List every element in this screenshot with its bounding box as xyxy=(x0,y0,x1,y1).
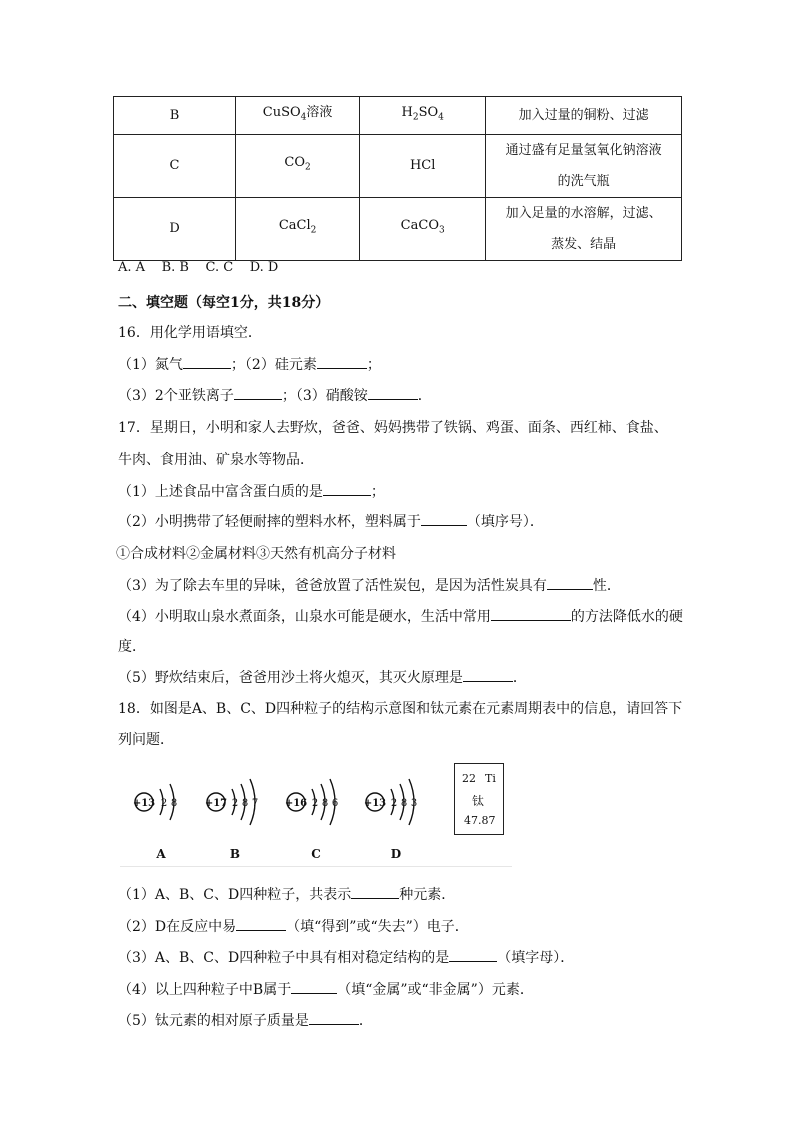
text: （5）钛元素的相对原子质量是 xyxy=(118,1013,309,1029)
text: （填“得到”或“失去”）电子． xyxy=(286,919,469,935)
question-17-part-2 xyxy=(118,511,544,531)
text: ． xyxy=(358,1013,373,1029)
table-cell: CaCl$_2$ xyxy=(236,197,360,260)
table-cell: $H_2SO_4$ xyxy=(360,97,486,135)
table-cell xyxy=(486,197,682,260)
answer-blank[interactable] xyxy=(309,1010,359,1025)
text: （3）2个亚铁离子 xyxy=(118,388,234,404)
text: （1）氮气 xyxy=(118,357,183,373)
shell-electrons: 2 xyxy=(390,798,398,809)
diagram-divider xyxy=(120,866,512,867)
atom-label: A xyxy=(156,847,166,861)
atom-diagram-b xyxy=(205,779,258,861)
question-18-part-2 xyxy=(118,916,469,936)
answer-options-table xyxy=(113,96,682,261)
text: 种元素． xyxy=(399,887,456,903)
text: ；（3）硝酸铵 xyxy=(281,388,368,404)
cell-line: 加入过量的铜粉、过滤 xyxy=(518,107,649,123)
atomic-mass: 47.87 xyxy=(464,814,496,827)
cell-line: 通过盛有足量氢氧化钠溶液 xyxy=(505,142,662,158)
text: （5）野炊结束后，爸爸用沙土将火熄灭，其灭火原理是 xyxy=(118,670,463,686)
shell-electrons: 2 xyxy=(311,798,319,809)
table-cell: CuSO$_4$溶液 xyxy=(236,97,360,135)
nucleus-charge: +17 xyxy=(204,798,228,809)
table-cell: HCl xyxy=(360,134,486,197)
table-cell xyxy=(486,97,682,135)
answer-blank[interactable] xyxy=(449,947,497,962)
shell-electrons: 8 xyxy=(400,798,408,809)
question-17-part-1 xyxy=(118,481,385,501)
answer-blank[interactable] xyxy=(491,606,571,621)
text: ． xyxy=(512,670,527,686)
atom-label: B xyxy=(229,847,241,861)
text: 的方法降低水的硬 xyxy=(570,609,683,625)
question-18-part-5 xyxy=(118,1010,373,1030)
answer-blank[interactable] xyxy=(463,667,513,682)
answer-blank[interactable] xyxy=(317,354,367,369)
text: （填字母）． xyxy=(497,950,575,966)
answer-blank[interactable] xyxy=(234,385,282,400)
text: ． xyxy=(417,388,432,404)
atom-diagram-d xyxy=(364,779,417,861)
text: ； xyxy=(366,357,381,373)
shell-electrons: 2 xyxy=(231,798,239,809)
section-title: 二、填空题（每空1分，共18分） xyxy=(118,295,330,311)
titanium-element-tile xyxy=(454,763,504,835)
text: （4）以上四种粒子中B属于 xyxy=(118,982,292,998)
question-18-part-3 xyxy=(118,947,574,967)
table-cell: $CO_2$ xyxy=(236,134,360,197)
shell-electrons: 8 xyxy=(241,798,249,809)
table-cell: CaCO$_3$ xyxy=(360,197,486,260)
answer-blank[interactable] xyxy=(351,884,399,899)
shell-electrons: 7 xyxy=(251,798,259,809)
text: （3）为了除去车里的异味，爸爸放置了活性炭包，是因为活性炭具有 xyxy=(118,578,547,594)
question-17-options: ①合成材料②金属材料③天然有机高分子材料 xyxy=(116,546,396,562)
nucleus-charge: +13 xyxy=(132,798,156,809)
answer-blank[interactable] xyxy=(291,979,337,994)
text: （填“金属”或“非金属”）元素． xyxy=(337,982,534,998)
question-16-stem: 16．用化学用语填空． xyxy=(118,325,262,341)
shell-electrons: 8 xyxy=(321,798,329,809)
answer-blank[interactable] xyxy=(547,575,593,590)
text: ； xyxy=(370,484,385,500)
text: （3）A、B、C、D四种粒子中具有相对稳定结构的是 xyxy=(118,950,450,966)
question-17-part-5 xyxy=(118,667,527,687)
shell-electrons: 2 xyxy=(160,798,168,809)
question-17-part-4-cont: 度． xyxy=(118,639,146,655)
shell-electrons: 6 xyxy=(331,798,339,809)
table-cell: D xyxy=(114,197,236,260)
table-cell: C xyxy=(114,134,236,197)
question-17-part-3 xyxy=(118,575,621,595)
answer-blank[interactable] xyxy=(323,481,371,496)
text: ；（2）硅元素 xyxy=(230,357,317,373)
question-18-part-4 xyxy=(118,979,534,999)
answer-blank[interactable] xyxy=(183,354,231,369)
text: （1）上述食品中富含蛋白质的是 xyxy=(118,484,323,500)
table-cell: B xyxy=(114,97,236,135)
question-17-stem-1: 17．星期日，小明和家人去野炊，爸爸、妈妈携带了铁锅、鸡蛋、面条、西红柿、食盐、 xyxy=(118,420,668,436)
atom-label: D xyxy=(390,847,402,861)
question-17-part-4 xyxy=(118,606,683,626)
question-18-stem-2: 列问题． xyxy=(118,732,174,748)
element-symbol: Ti xyxy=(485,772,496,785)
cell-line: 加入足量的水溶解，过滤、 xyxy=(505,205,662,221)
shell-electrons: 8 xyxy=(170,798,178,809)
text: （填序号）． xyxy=(466,514,544,530)
atom-label: C xyxy=(311,847,321,861)
answer-blank[interactable] xyxy=(368,385,418,400)
element-name: 钛 xyxy=(472,794,485,808)
question-18-stem-1: 18．如图是A、B、C、D四种粒子的结构示意图和钛元素在元素周期表中的信息，请回答下 xyxy=(118,701,683,717)
answer-blank[interactable] xyxy=(236,916,286,931)
atom-diagram-c xyxy=(285,779,338,861)
answer-choices: A. A B. B C. C D. D xyxy=(118,260,279,275)
atom-diagram-a xyxy=(133,784,177,861)
table-row xyxy=(114,134,682,197)
table-row xyxy=(114,97,682,135)
text: （1）A、B、C、D四种粒子，共表示 xyxy=(118,887,352,903)
text: 性． xyxy=(592,578,621,594)
answer-blank[interactable] xyxy=(421,511,467,526)
question-16-line-2 xyxy=(118,385,432,405)
nucleus-charge: +16 xyxy=(284,798,308,809)
question-16-line-1 xyxy=(118,354,381,374)
cell-line: 的洗气瓶 xyxy=(557,173,610,189)
question-17-stem-2: 牛肉、食用油、矿泉水等物品． xyxy=(118,452,314,468)
question-18-part-1 xyxy=(118,884,455,904)
cell-line: 蒸发、结晶 xyxy=(551,236,617,252)
text: （2）小明携带了轻便耐摔的塑料水杯，塑料属于 xyxy=(118,514,421,530)
atomic-number: 22 xyxy=(462,772,476,785)
table-cell xyxy=(486,134,682,197)
text: （4）小明取山泉水煮面条，山泉水可能是硬水，生活中常用 xyxy=(118,609,491,625)
shell-electrons: 3 xyxy=(410,798,418,809)
nucleus-charge: +13 xyxy=(363,798,387,809)
text: （2）D在反应中易 xyxy=(118,919,237,935)
table-row xyxy=(114,197,682,260)
